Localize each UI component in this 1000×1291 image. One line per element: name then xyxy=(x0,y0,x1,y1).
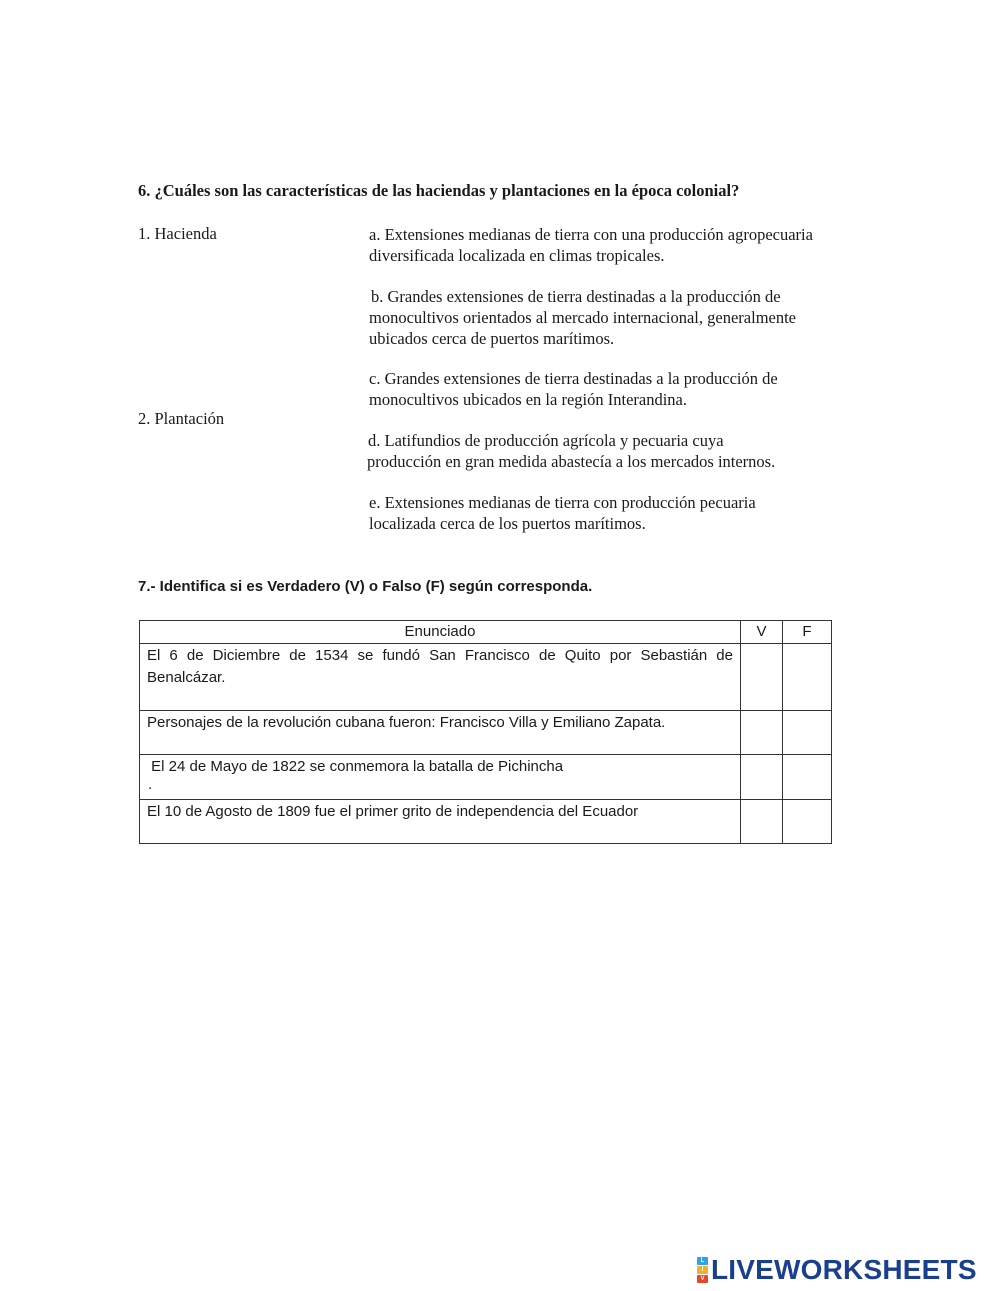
answer-f-2[interactable] xyxy=(783,711,832,755)
logo-block-v: V xyxy=(697,1275,708,1283)
header-v: V xyxy=(741,621,783,644)
statement-3 xyxy=(140,755,741,800)
logo-text: LIVEWORKSHEETS xyxy=(711,1254,977,1285)
option-b-line-2: monocultivos orientados al mercado internacional, generalmente xyxy=(369,308,797,327)
answer-f-3[interactable] xyxy=(783,755,832,800)
table-row xyxy=(140,644,832,711)
table-row xyxy=(140,800,832,844)
option-b-line-3: ubicados cerca de puertos marítimos. xyxy=(369,329,615,348)
option-c xyxy=(369,368,778,410)
answer-f-1[interactable] xyxy=(783,644,832,711)
answer-v-3[interactable] xyxy=(741,755,783,800)
answer-v-1[interactable] xyxy=(741,644,783,711)
statement-1: El 6 de Diciembre de 1534 se fundó San Francisco de Quito por Sebastián de Benalcázar. xyxy=(140,644,741,711)
statement-4: El 10 de Agosto de 1809 fue el primer grito de independencia del Ecuador xyxy=(140,800,741,844)
option-b-line-1: b. Grandes extensiones de tierra destinadas a la producción de xyxy=(371,287,781,306)
answer-f-4[interactable] xyxy=(783,800,832,844)
liveworksheets-logo xyxy=(697,1254,977,1286)
option-e xyxy=(369,492,756,534)
statement-2: Personajes de la revolución cubana fueron: Francisco Villa y Emiliano Zapata. xyxy=(140,711,741,755)
term-hacienda: 1. Hacienda xyxy=(138,224,217,243)
logo-block-i: I xyxy=(697,1266,708,1274)
option-c-line-2: monocultivos ubicados en la región Interandina. xyxy=(369,390,687,409)
header-enunciado: Enunciado xyxy=(140,621,741,644)
option-e-line-2: localizada cerca de los puertos marítimos. xyxy=(369,514,646,533)
option-d xyxy=(367,430,775,472)
logo-block-l: L xyxy=(697,1257,708,1265)
table-row xyxy=(140,711,832,755)
option-a xyxy=(369,224,813,266)
logo-blocks-icon xyxy=(697,1257,708,1283)
option-e-line-1: e. Extensiones medianas de tierra con producción pecuaria xyxy=(369,493,756,512)
option-a-line-1: a. Extensiones medianas de tierra con una producción agropecuaria xyxy=(369,225,813,244)
answer-v-4[interactable] xyxy=(741,800,783,844)
option-d-line-2: producción en gran medida abastecía a los mercados internos. xyxy=(367,452,776,471)
table-row xyxy=(140,755,832,800)
statement-3-line-1: El 24 de Mayo de 1822 se conmemora la batalla de Pichincha xyxy=(147,758,564,775)
option-a-line-2: diversificada localizada en climas tropicales. xyxy=(369,246,665,265)
question-6-title: 6. ¿Cuáles son las características de las haciendas y plantaciones en la época colonial? xyxy=(138,181,740,200)
table-header-row xyxy=(140,621,832,644)
option-c-line-1: c. Grandes extensiones de tierra destinadas a la producción de xyxy=(369,369,778,388)
statement-3-line-2: . xyxy=(148,776,153,793)
term-plantacion: 2. Plantación xyxy=(138,409,225,428)
option-d-line-1: d. Latifundios de producción agrícola y pecuaria cuya xyxy=(368,431,724,450)
question-7-title: 7.- Identifica si es Verdadero (V) o Falso (F) según corresponda. xyxy=(138,578,593,595)
true-false-table xyxy=(139,620,832,844)
answer-v-2[interactable] xyxy=(741,711,783,755)
option-b xyxy=(369,286,796,349)
header-f: F xyxy=(783,621,832,644)
